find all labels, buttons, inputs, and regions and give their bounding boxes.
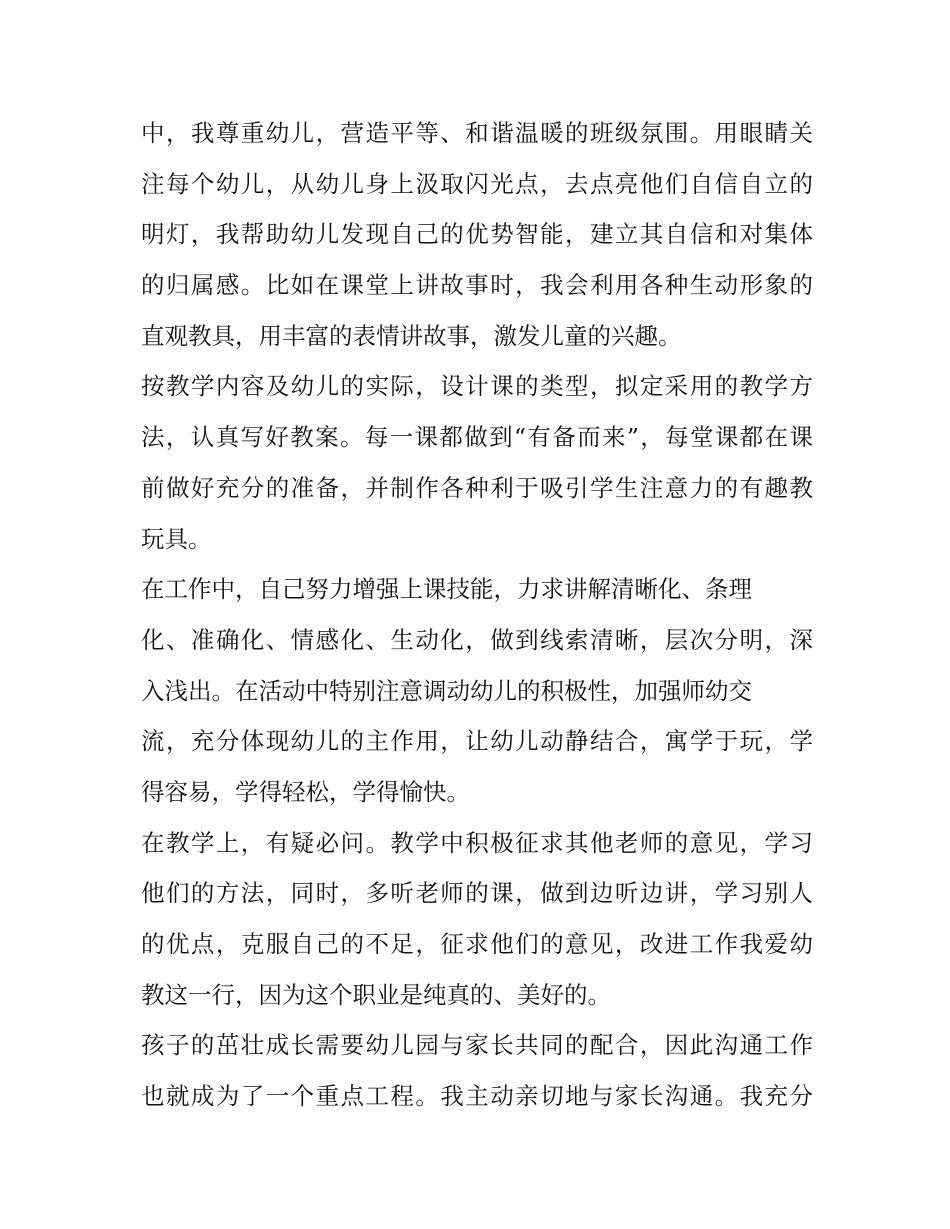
paragraph — [141, 361, 813, 564]
text-line: 明灯，我帮助幼儿发现自己的优势智能，建立其自信和对集体 — [141, 220, 813, 249]
text-line: 孩子的茁壮成长需要幼儿园与家长共同的配合，因此沟通工作 — [141, 1031, 813, 1060]
paragraph — [141, 1020, 813, 1121]
text-line: 按教学内容及幼儿的实际，设计课的类型，拟定采用的教学方 — [141, 372, 813, 401]
text-line: 注每个幼儿，从幼儿身上汲取闪光点，去点亮他们自信自立的 — [141, 169, 813, 198]
text-line: 前做好充分的准备，并制作各种利于吸引学生注意力的有趣教 — [141, 473, 813, 502]
text-line: 教这一行，因为这个职业是纯真的、美好的。 — [141, 980, 611, 1009]
paragraph — [141, 108, 813, 361]
text-line: 在教学上，有疑必问。教学中积极征求其他老师的意见，学习 — [141, 828, 813, 857]
text-line: 玩具。 — [141, 524, 212, 553]
text-line: 入浅出。在活动中特别注意调动幼儿的积极性，加强师幼交 — [141, 676, 752, 705]
text-line: 法，认真写好教案。每一课都做到“有备而来”，每堂课都在课 — [141, 423, 813, 452]
text-line: 中，我尊重幼儿，营造平等、和谐温暖的班级氛围。用眼睛关 — [141, 119, 813, 147]
text-line: 的归属感。比如在课堂上讲故事时，我会利用各种生动形象的 — [141, 271, 813, 300]
text-line: 在工作中，自己努力增强上课技能，力求讲解清晰化、条理 — [141, 575, 752, 604]
text-line: 流，充分体现幼儿的主作用，让幼儿动静结合，寓学于玩，学 — [141, 727, 813, 756]
text-line: 的优点，克服自己的不足，征求他们的意见，改进工作我爱幼 — [141, 930, 813, 958]
paragraph — [141, 564, 813, 817]
document-page — [141, 108, 813, 1122]
text-line: 得容易，学得轻松，学得愉快。 — [141, 777, 470, 806]
text-line: 化、准确化、情感化、生动化，做到线索清晰，层次分明，深 — [141, 625, 813, 654]
paragraph — [141, 818, 813, 1021]
text-line: 也就成为了一个重点工程。我主动亲切地与家长沟通。我充分 — [141, 1082, 813, 1111]
text-line: 直观教具，用丰富的表情讲故事，激发儿童的兴趣。 — [141, 321, 682, 350]
text-line: 他们的方法，同时，多听老师的课，做到边听边讲，学习别人 — [141, 879, 813, 908]
